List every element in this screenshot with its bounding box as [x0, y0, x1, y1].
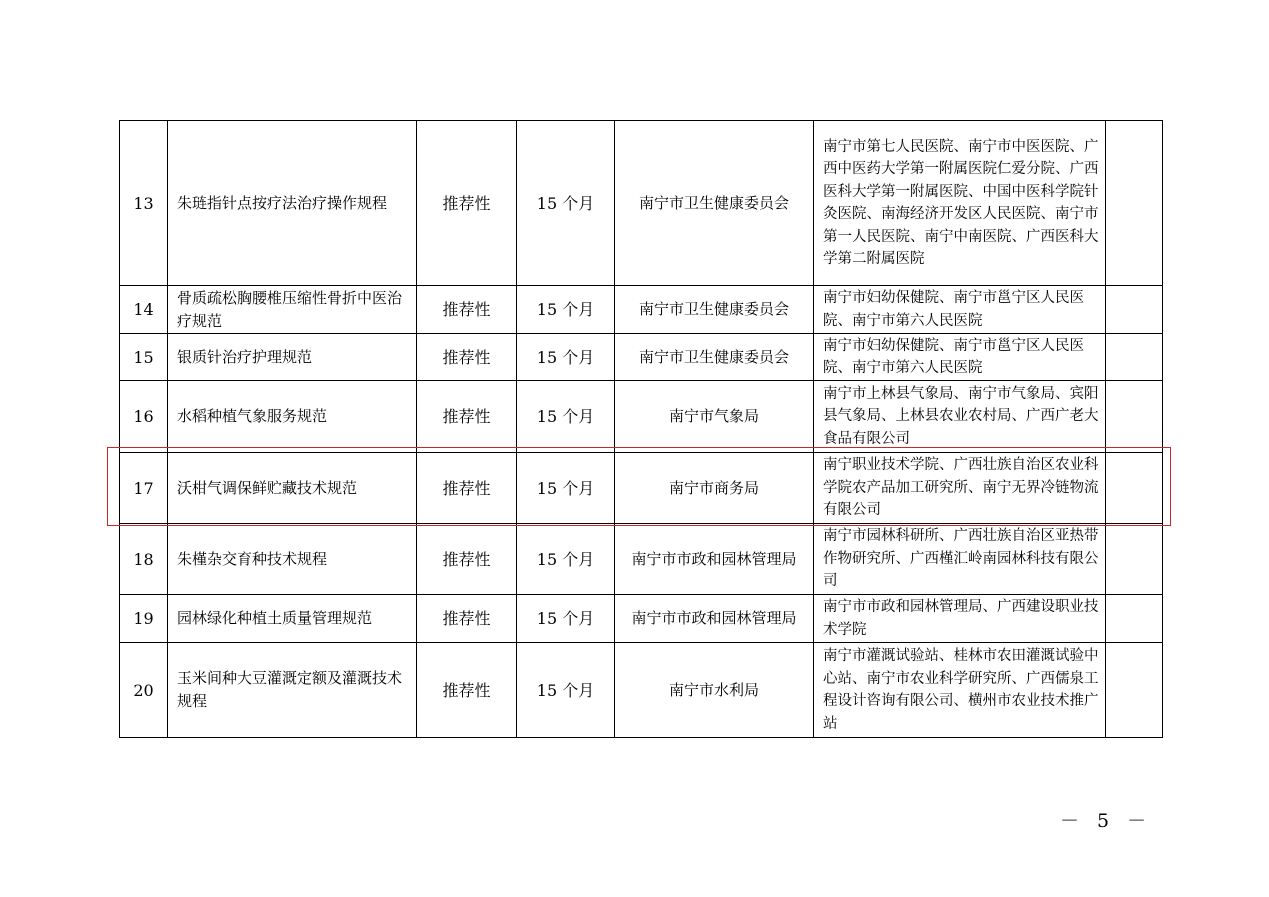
note-cell: [1106, 334, 1163, 381]
drafting-units: 南宁市园林科研所、广西壮族自治区亚热带作物研究所、广西槿汇岭南园林科技有限公司: [814, 524, 1106, 595]
standard-nature: 推荐性: [417, 453, 517, 524]
standard-name: 水稻种植气象服务规范: [168, 381, 417, 453]
standard-name: 朱槿杂交育种技术规程: [168, 524, 417, 595]
responsible-org: 南宁市卫生健康委员会: [615, 334, 814, 381]
row-number: 16: [120, 381, 168, 453]
row-number: 18: [120, 524, 168, 595]
responsible-org: 南宁市商务局: [615, 453, 814, 524]
completion-period: 15 个月: [517, 643, 615, 738]
standard-nature: 推荐性: [417, 643, 517, 738]
responsible-org: 南宁市市政和园林管理局: [615, 524, 814, 595]
table-row: [120, 524, 1163, 595]
completion-period: 15 个月: [517, 524, 615, 595]
note-cell: [1106, 286, 1163, 334]
standard-name: 银质针治疗护理规范: [168, 334, 417, 381]
row-number: 15: [120, 334, 168, 381]
table-row: [120, 595, 1163, 643]
standard-nature: 推荐性: [417, 524, 517, 595]
drafting-units: 南宁市第七人民医院、南宁市中医医院、广西中医药大学第一附属医院仁爱分院、广西医科大学第一附属医院、中国中医科学院针灸医院、南海经济开发区人民医院、南宁市第一人民医院、南宁中南医院、广西医科大学第二附属医院: [814, 121, 1106, 286]
responsible-org: 南宁市卫生健康委员会: [615, 121, 814, 286]
standard-nature: 推荐性: [417, 334, 517, 381]
table-row: [120, 381, 1163, 453]
table-row: [120, 286, 1163, 334]
standard-nature: 推荐性: [417, 381, 517, 453]
note-cell: [1106, 524, 1163, 595]
responsible-org: 南宁市卫生健康委员会: [615, 286, 814, 334]
note-cell: [1106, 595, 1163, 643]
note-cell: [1106, 121, 1163, 286]
row-number: 20: [120, 643, 168, 738]
drafting-units: 南宁市妇幼保健院、南宁市邕宁区人民医院、南宁市第六人民医院: [814, 334, 1106, 381]
table-row: [120, 453, 1163, 524]
standard-name: 园林绿化种植土质量管理规范: [168, 595, 417, 643]
standard-nature: 推荐性: [417, 121, 517, 286]
standard-name: 骨质疏松胸腰椎压缩性骨折中医治疗规范: [168, 286, 417, 334]
drafting-units: 南宁职业技术学院、广西壮族自治区农业科学院农产品加工研究所、南宁无界冷链物流有限公司: [814, 453, 1106, 524]
drafting-units: 南宁市灌溉试验站、桂林市农田灌溉试验中心站、南宁市农业科学研究所、广西儒泉工程设计咨询有限公司、横州市农业技术推广站: [814, 643, 1106, 738]
completion-period: 15 个月: [517, 381, 615, 453]
completion-period: 15 个月: [517, 121, 615, 286]
standard-name: 朱琏指针点按疗法治疗操作规程: [168, 121, 417, 286]
standard-nature: 推荐性: [417, 286, 517, 334]
row-number: 13: [120, 121, 168, 286]
standards-table: [119, 120, 1163, 738]
responsible-org: 南宁市水利局: [615, 643, 814, 738]
table-row: [120, 334, 1163, 381]
completion-period: 15 个月: [517, 286, 615, 334]
table-row: [120, 121, 1163, 286]
completion-period: 15 个月: [517, 334, 615, 381]
standard-nature: 推荐性: [417, 595, 517, 643]
row-number: 14: [120, 286, 168, 334]
note-cell: [1106, 453, 1163, 524]
note-cell: [1106, 643, 1163, 738]
page-number: － 5 －: [1060, 810, 1153, 832]
completion-period: 15 个月: [517, 595, 615, 643]
note-cell: [1106, 381, 1163, 453]
row-number: 19: [120, 595, 168, 643]
standard-name: 沃柑气调保鲜贮藏技术规范: [168, 453, 417, 524]
drafting-units: 南宁市妇幼保健院、南宁市邕宁区人民医院、南宁市第六人民医院: [814, 286, 1106, 334]
standard-name: 玉米间种大豆灌溉定额及灌溉技术规程: [168, 643, 417, 738]
drafting-units: 南宁市市政和园林管理局、广西建设职业技术学院: [814, 595, 1106, 643]
responsible-org: 南宁市气象局: [615, 381, 814, 453]
row-number: 17: [120, 453, 168, 524]
table-row: [120, 643, 1163, 738]
responsible-org: 南宁市市政和园林管理局: [615, 595, 814, 643]
completion-period: 15 个月: [517, 453, 615, 524]
drafting-units: 南宁市上林县气象局、南宁市气象局、宾阳县气象局、上林县农业农村局、广西广老大食品有限公司: [814, 381, 1106, 453]
